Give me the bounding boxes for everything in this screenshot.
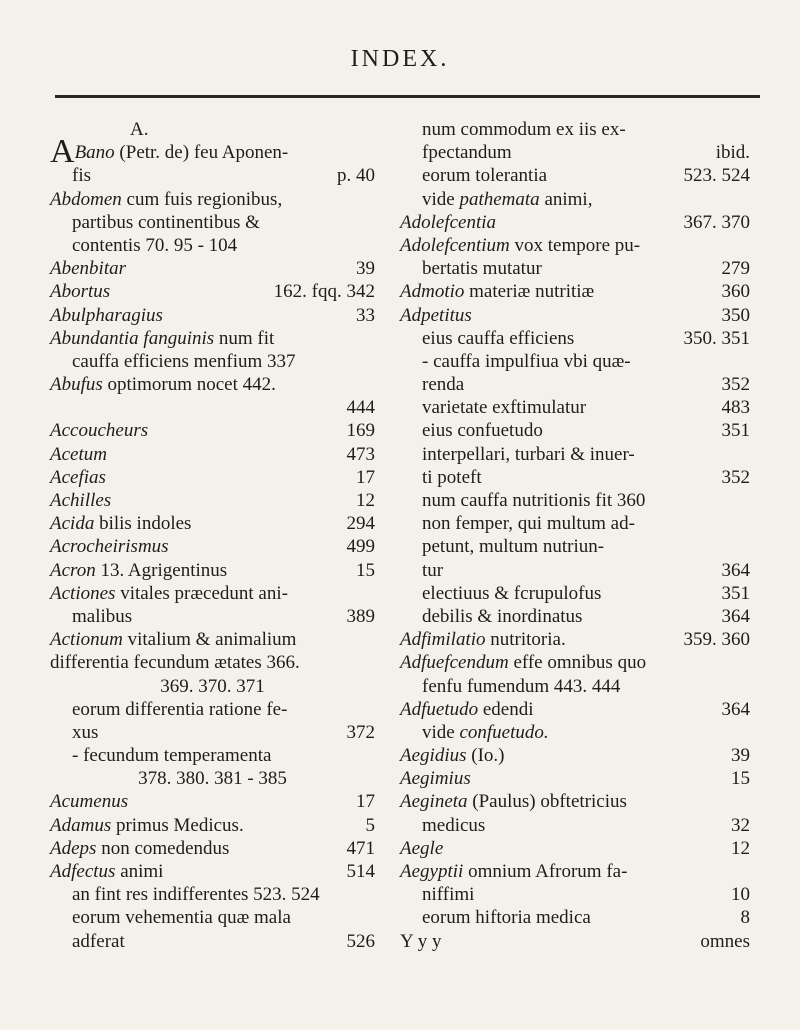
index-line xyxy=(400,605,750,628)
entry-text xyxy=(422,396,586,419)
entry-body: materiæ nutritiæ xyxy=(464,281,595,303)
index-line xyxy=(50,443,375,466)
index-line xyxy=(50,906,375,929)
entry-body: vide xyxy=(422,188,460,210)
entry-body: medicus xyxy=(422,814,486,836)
section-letter: A. xyxy=(130,119,149,140)
entry-text xyxy=(422,605,582,628)
index-line xyxy=(50,188,375,211)
index-line xyxy=(400,721,750,744)
entry-text xyxy=(72,930,125,953)
entry-text xyxy=(50,535,169,558)
headword: Achilles xyxy=(50,490,112,511)
entry-text xyxy=(422,373,464,396)
page-reference: 352 xyxy=(721,466,750,488)
entry-text xyxy=(422,489,645,512)
entry-body: num cauffa nutritionis fit 360 xyxy=(422,490,646,511)
entry-body: fis xyxy=(72,165,91,187)
entry-text xyxy=(160,675,265,698)
index-line xyxy=(50,466,375,489)
entry-text xyxy=(72,744,271,767)
headword: Acron xyxy=(50,559,96,581)
index-line xyxy=(50,211,375,234)
entry-text xyxy=(50,814,244,837)
entry-text xyxy=(50,512,191,535)
index-line xyxy=(400,628,750,651)
entry-text xyxy=(72,698,287,721)
header-rule xyxy=(55,95,760,98)
entry-body: varietate exftimulatur xyxy=(422,397,587,419)
index-line xyxy=(50,814,375,837)
entry-body: optimorum nocet 442. xyxy=(102,374,276,396)
entry-text xyxy=(50,860,163,883)
index-line xyxy=(400,906,750,929)
index-line xyxy=(400,234,750,257)
entry-text xyxy=(50,466,106,489)
entry-body: electiuus & fcrupulofus xyxy=(422,582,602,604)
headword: Adolefcentia xyxy=(400,211,497,233)
index-line xyxy=(400,582,750,605)
page-reference: 359. 360 xyxy=(683,629,750,651)
headword: Adeps xyxy=(50,837,97,859)
index-line xyxy=(400,860,750,883)
index-line xyxy=(400,698,750,721)
page-reference: 39 xyxy=(731,745,750,767)
entry-text xyxy=(72,883,320,906)
index-line xyxy=(400,535,750,558)
entry-text xyxy=(50,304,163,327)
headword: Abulpharagius xyxy=(50,304,163,326)
entry-body: partibus continentibus & xyxy=(72,211,260,233)
entry-text xyxy=(50,790,128,813)
entry-body: - fecundum temperamenta xyxy=(72,745,272,767)
entry-text xyxy=(422,535,604,558)
page-reference: 39 xyxy=(356,258,375,280)
entry-body: animi xyxy=(115,861,164,882)
headword: Adolefcentium xyxy=(400,234,510,256)
index-line xyxy=(50,280,375,303)
entry-text xyxy=(422,327,574,350)
entry-body: fpectandum xyxy=(422,142,512,164)
entry-text xyxy=(50,443,107,466)
index-line xyxy=(50,790,375,813)
index-line xyxy=(400,327,750,350)
page-reference: 372 xyxy=(346,721,375,743)
entry-body: 369. 370. 371 xyxy=(160,675,265,697)
entry-text xyxy=(347,396,376,419)
entry-text xyxy=(422,883,474,906)
page-reference: 15 xyxy=(356,559,375,581)
entry-text xyxy=(400,698,534,721)
entry-text xyxy=(50,373,276,396)
entry-body: debilis & inordinatus xyxy=(422,605,583,627)
entry-text xyxy=(50,419,148,442)
index-line xyxy=(400,837,750,860)
index-line xyxy=(400,930,750,953)
page-reference: 162. fqq. 342 xyxy=(273,281,375,303)
entry-text xyxy=(422,188,592,211)
entry-text xyxy=(422,559,443,582)
entry-body: nutritoria. xyxy=(485,629,566,651)
entry-text xyxy=(400,628,566,651)
headword: Aegidius xyxy=(400,745,467,767)
page-reference: 17 xyxy=(356,791,375,813)
entry-body: bilis indoles xyxy=(94,513,192,535)
entry-body: malibus xyxy=(72,605,133,627)
entry-text xyxy=(422,675,620,698)
index-line xyxy=(50,930,375,953)
page-reference: 294 xyxy=(346,513,375,535)
index-line xyxy=(400,257,750,280)
entry-body: - cauffa impulfiua vbi quæ- xyxy=(422,350,631,372)
entry-body: renda xyxy=(422,374,465,396)
entry-body: animi, xyxy=(539,188,593,210)
entry-text xyxy=(422,582,601,605)
entry-body: niffimi xyxy=(422,884,475,906)
page-reference: 351 xyxy=(721,420,750,442)
entry-text xyxy=(50,582,288,605)
headword: Admotio xyxy=(400,281,465,303)
index-line xyxy=(400,790,750,813)
entry-text xyxy=(50,133,289,171)
index-line xyxy=(400,118,750,141)
entry-body: omnium Afrorum fa- xyxy=(463,861,628,882)
index-line xyxy=(50,860,375,883)
entry-text xyxy=(72,350,296,373)
index-line xyxy=(50,535,375,558)
index-line xyxy=(400,350,750,373)
headword: Adfuefcendum xyxy=(400,652,509,674)
headword: Acrocheirismus xyxy=(50,536,169,558)
page-reference: 389 xyxy=(346,605,375,627)
entry-body: cum fuis regionibus, xyxy=(121,188,283,210)
index-line xyxy=(50,744,375,767)
entry-body: eius confuetudo xyxy=(422,420,543,442)
left-column xyxy=(50,118,375,953)
index-line xyxy=(50,396,375,419)
entry-text xyxy=(50,327,274,350)
headword: Actiones xyxy=(50,582,116,604)
entry-body: (Io.) xyxy=(466,745,505,767)
headword: Aegimius xyxy=(400,768,471,790)
page-reference: 514 xyxy=(346,861,375,882)
headword: Aegineta xyxy=(400,791,468,813)
entry-body: (Paulus) obftetricius xyxy=(467,791,627,813)
entry-body: eius cauffa efficiens xyxy=(422,327,575,349)
index-line xyxy=(400,419,750,442)
headword: Adfimilatio xyxy=(400,629,486,651)
page-reference: 8 xyxy=(740,907,750,929)
headword: Adpetitus xyxy=(400,304,472,326)
index-line xyxy=(400,141,750,164)
page-reference: ibid. xyxy=(715,142,750,164)
entry-body: non femper, qui multum ad- xyxy=(422,513,635,535)
cross-reference: confuetudo. xyxy=(459,721,549,743)
headword: Aegle xyxy=(400,837,444,859)
entry-text xyxy=(50,489,111,512)
entry-text xyxy=(72,211,260,234)
page-reference: 526 xyxy=(346,930,375,952)
index-line xyxy=(50,234,375,257)
entry-body: tur xyxy=(422,559,444,581)
entry-body: 13. Agrigentinus xyxy=(95,559,228,581)
entry-body: fenfu fumendum 443. 444 xyxy=(422,675,621,697)
headword: Adfuetudo xyxy=(400,698,479,720)
index-line xyxy=(50,304,375,327)
entry-text xyxy=(400,234,640,257)
entry-body: edendi xyxy=(478,698,534,720)
headword: Acefias xyxy=(50,466,106,488)
index-line xyxy=(50,628,375,651)
entry-text xyxy=(72,234,237,257)
page-reference: 471 xyxy=(346,837,375,859)
page-reference: 169 xyxy=(346,420,375,442)
index-line xyxy=(400,489,750,512)
headword: Actionum xyxy=(50,629,123,651)
headword: Abufus xyxy=(50,374,103,396)
index-line xyxy=(50,675,375,698)
page-reference: 473 xyxy=(346,443,375,465)
page-reference: 364 xyxy=(721,605,750,627)
entry-body: petunt, multum nutriun- xyxy=(422,536,605,558)
index-line xyxy=(400,651,750,674)
index-line xyxy=(400,767,750,790)
entry-body: differentia fecundum ætates 366. xyxy=(50,652,300,674)
page-reference: 12 xyxy=(356,490,375,511)
index-line xyxy=(50,605,375,628)
page-reference: 360 xyxy=(721,281,750,303)
entry-text xyxy=(422,141,512,164)
index-line xyxy=(400,211,750,234)
headword: Adfectus xyxy=(50,861,116,882)
index-line xyxy=(400,443,750,466)
index-line xyxy=(50,721,375,744)
page-reference: 32 xyxy=(731,814,750,836)
entry-body: cauffa efficiens menfium 337 xyxy=(72,350,296,372)
headword: Abortus xyxy=(50,281,111,303)
page-reference: 352 xyxy=(721,374,750,396)
entry-text xyxy=(50,257,126,280)
index-line xyxy=(400,814,750,837)
headword: Bano xyxy=(74,142,115,164)
entry-body: vide xyxy=(422,721,460,743)
headword: Adamus xyxy=(50,814,112,836)
index-line xyxy=(50,837,375,860)
entry-text xyxy=(422,466,482,489)
entry-text xyxy=(50,837,229,860)
page-reference: 33 xyxy=(356,304,375,326)
entry-text xyxy=(422,443,635,466)
page-reference: 17 xyxy=(356,466,375,488)
page-reference: 499 xyxy=(346,536,375,558)
entry-text xyxy=(72,721,98,744)
index-line xyxy=(50,651,375,674)
index-line xyxy=(50,489,375,512)
entry-text xyxy=(400,304,472,327)
entry-text xyxy=(50,559,227,582)
entry-body: eorum vehementia quæ mala xyxy=(72,907,291,929)
entry-text xyxy=(422,118,626,141)
entry-body: eorum hiftoria medica xyxy=(422,907,591,929)
entry-text xyxy=(50,280,110,303)
page-reference: 364 xyxy=(721,698,750,720)
entry-text xyxy=(422,419,543,442)
entry-text xyxy=(422,257,542,280)
headword: Accoucheurs xyxy=(50,420,149,442)
entry-body: eorum differentia ratione fe- xyxy=(72,698,288,720)
index-line xyxy=(50,883,375,906)
index-line xyxy=(50,698,375,721)
entry-text xyxy=(400,790,627,813)
index-line xyxy=(50,582,375,605)
entry-body: vitalium & animalium xyxy=(122,629,297,651)
entry-text xyxy=(422,906,591,929)
entry-text xyxy=(400,280,594,303)
index-line xyxy=(400,744,750,767)
entry-body: num commodum ex iis ex- xyxy=(422,119,626,140)
entry-body: 378. 380. 381 - 385 xyxy=(138,768,287,790)
index-line xyxy=(400,883,750,906)
right-column xyxy=(400,118,750,953)
index-line xyxy=(400,304,750,327)
index-line xyxy=(50,373,375,396)
page-reference: 12 xyxy=(731,837,750,859)
entry-text xyxy=(422,814,485,837)
index-line xyxy=(50,118,375,141)
cross-reference: pathemata xyxy=(459,188,540,210)
page-title: INDEX. xyxy=(350,46,450,72)
index-line xyxy=(400,188,750,211)
page-reference: 364 xyxy=(721,559,750,581)
index-line xyxy=(50,164,375,187)
entry-text xyxy=(138,767,287,790)
page-reference: 367. 370 xyxy=(683,211,750,233)
page-reference: 350 xyxy=(721,304,750,326)
entry-text xyxy=(72,906,291,929)
index-line xyxy=(400,373,750,396)
index-line xyxy=(50,767,375,790)
index-line xyxy=(50,327,375,350)
entry-text xyxy=(50,188,282,211)
entry-body: contentis 70. 95 - 104 xyxy=(72,234,238,256)
entry-body: num fit xyxy=(214,327,275,349)
entry-body: interpellari, turbari & inuer- xyxy=(422,443,635,465)
entry-body: 444 xyxy=(346,397,375,419)
index-line xyxy=(400,466,750,489)
entry-body: (Petr. de) feu Aponen- xyxy=(114,142,289,164)
entry-text xyxy=(400,837,443,860)
index-line xyxy=(50,559,375,582)
entry-body: vitales præcedunt ani- xyxy=(115,582,288,604)
entry-body: vox tempore pu- xyxy=(509,234,641,256)
headword: Acetum xyxy=(50,443,107,465)
entry-body: primus Medicus. xyxy=(111,814,244,836)
index-line xyxy=(400,396,750,419)
entry-text xyxy=(50,651,300,674)
index-line xyxy=(50,350,375,373)
page-reference: 5 xyxy=(365,814,375,836)
index-line xyxy=(400,512,750,535)
entry-text xyxy=(400,860,627,883)
headword: Abundantia fanguinis xyxy=(50,327,215,349)
entry-text xyxy=(422,512,635,535)
entry-text xyxy=(422,350,631,373)
entry-body: ti poteft xyxy=(422,466,482,488)
entry-body: adferat xyxy=(72,930,125,952)
entry-body: Y y y xyxy=(400,930,442,952)
page-reference: 483 xyxy=(721,397,750,419)
index-line xyxy=(50,257,375,280)
entry-body: non comedendus xyxy=(96,837,230,859)
page-reference: p. 40 xyxy=(337,165,375,187)
entry-body: xus xyxy=(72,721,99,743)
entry-body: eorum tolerantia xyxy=(422,165,548,187)
page-reference: 351 xyxy=(721,582,750,604)
index-line xyxy=(400,164,750,187)
entry-text xyxy=(422,721,549,744)
entry-text xyxy=(422,164,547,187)
entry-body: bertatis mutatur xyxy=(422,258,542,280)
entry-text xyxy=(400,211,496,234)
index-line xyxy=(50,419,375,442)
index-line xyxy=(50,133,375,171)
entry-text xyxy=(72,605,132,628)
headword: Abenbitar xyxy=(50,258,126,280)
index-line xyxy=(400,280,750,303)
index-line xyxy=(400,559,750,582)
page-reference: 15 xyxy=(731,768,750,790)
entry-text xyxy=(400,651,646,674)
entry-body: effe omnibus quo xyxy=(508,652,647,674)
page-reference: 350. 351 xyxy=(683,327,750,349)
index-line xyxy=(400,675,750,698)
entry-text xyxy=(72,164,91,187)
headword: Acida xyxy=(50,513,95,535)
entry-text xyxy=(50,628,296,651)
headword: Abdomen xyxy=(50,188,122,210)
index-line xyxy=(50,512,375,535)
headword: Acumenus xyxy=(50,791,129,813)
entry-body: an fint res indifferentes 523. 524 xyxy=(72,884,320,906)
drop-cap: A xyxy=(50,133,75,171)
headword: Aegyptii xyxy=(400,861,464,882)
page-reference: 279 xyxy=(721,258,750,280)
entry-text xyxy=(400,744,504,767)
page-reference: 523. 524 xyxy=(683,165,750,187)
entry-text xyxy=(400,930,442,953)
page-reference: omnes xyxy=(700,930,750,952)
entry-text xyxy=(400,767,471,790)
page-reference: 10 xyxy=(731,884,750,906)
